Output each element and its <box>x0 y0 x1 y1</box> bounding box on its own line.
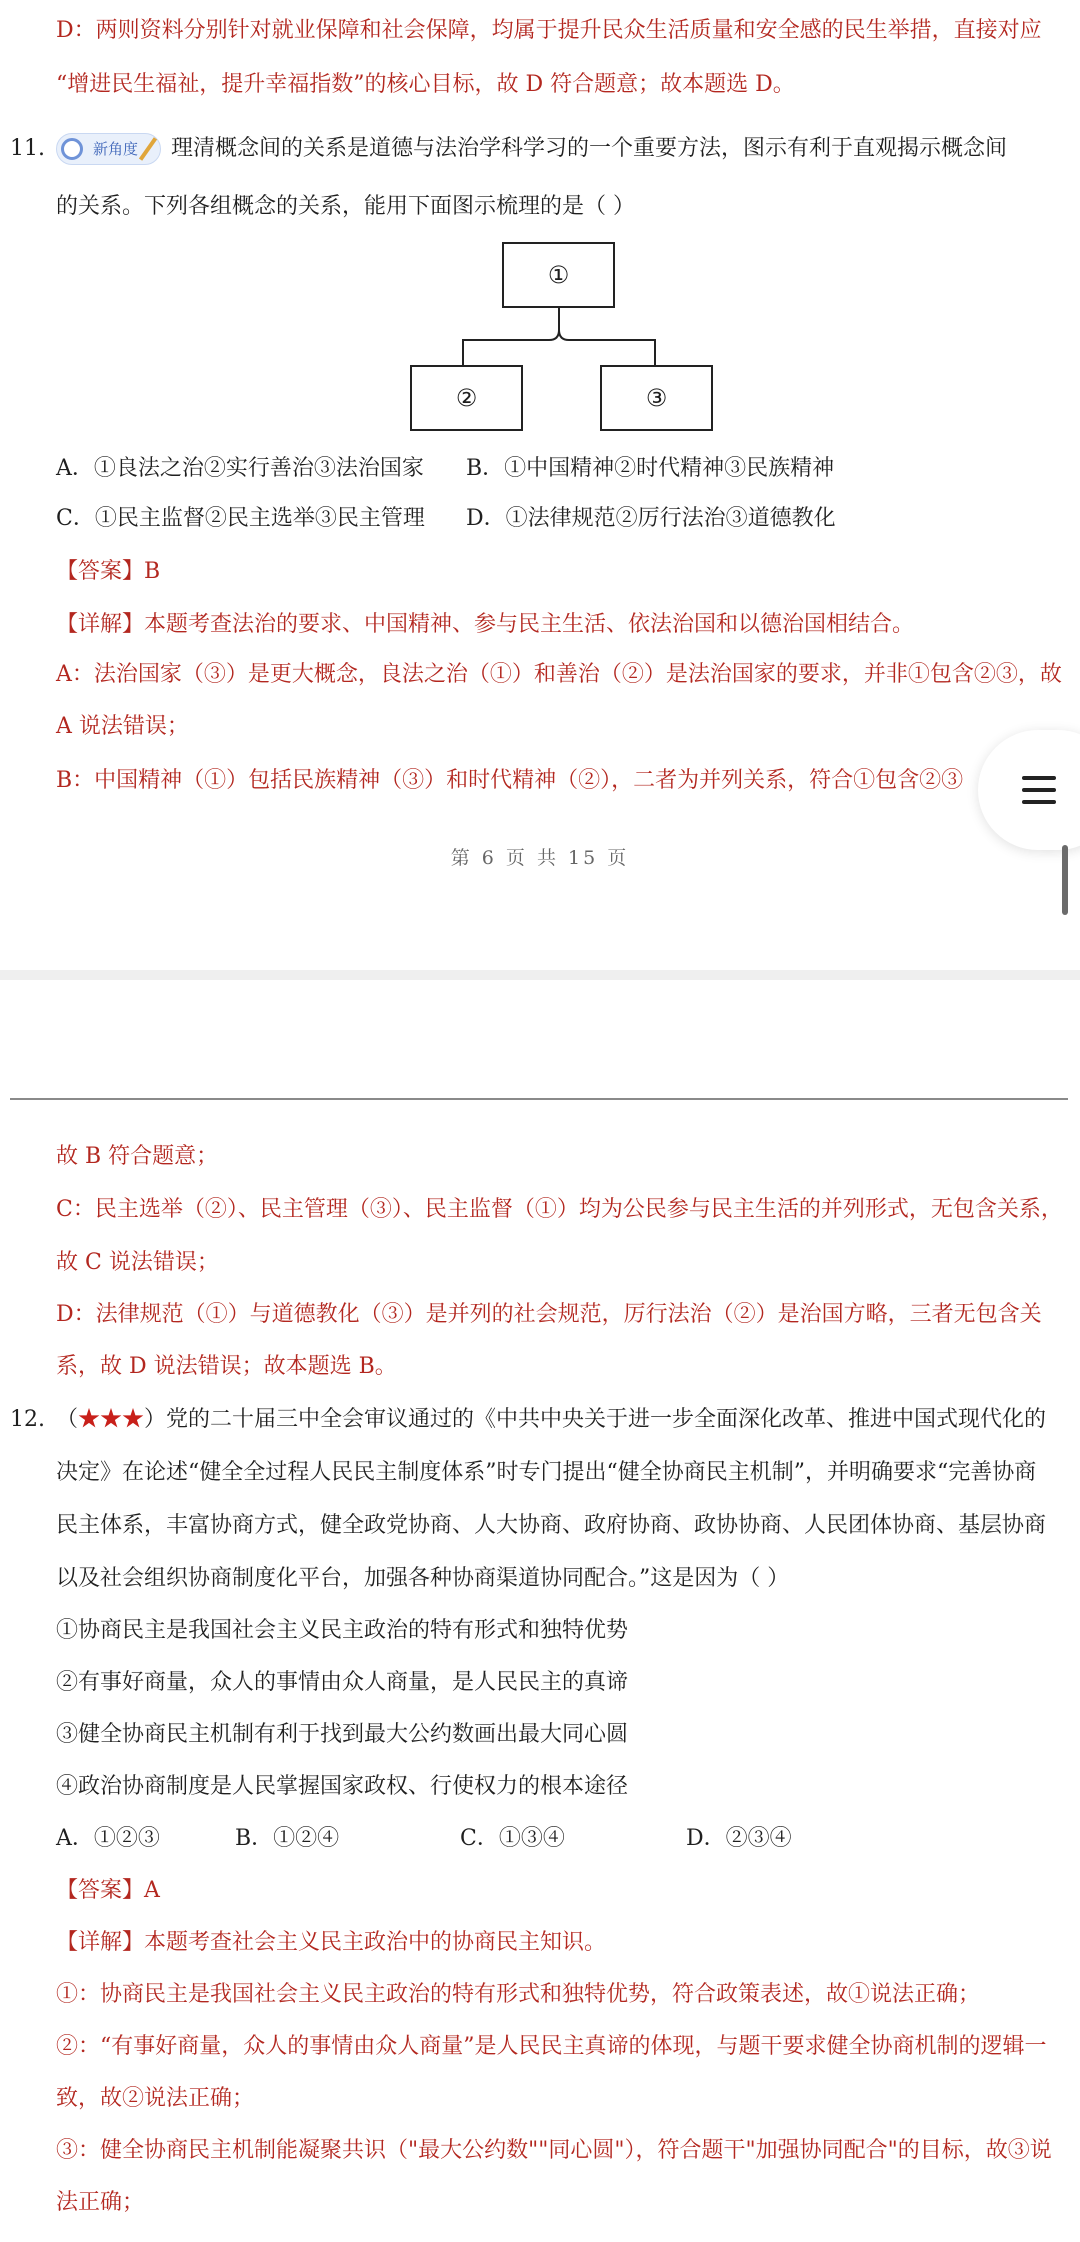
statement-3: ③健全协商民主机制有利于找到最大公约数画出最大同心圆 <box>56 1722 629 1747</box>
statement-2: ②有事好商量，众人的事情由众人商量，是人民民主的真谛 <box>56 1670 629 1695</box>
scrollbar[interactable] <box>1062 845 1068 915</box>
text-line: 的关系。下列各组概念的关系，能用下面图示梳理的是（ ） <box>56 194 635 219</box>
option-d: D．①法律规范②厉行法治③道德教化 <box>466 506 836 531</box>
text-line: 以及社会组织协商制度化平台，加强各种协商渠道协同配合。”这是因为（ ） <box>56 1566 790 1591</box>
badge-label: 新角度 <box>93 140 139 158</box>
question-number: 12. <box>10 1407 45 1432</box>
text-line: “增进民生福祉，提升幸福指数”的核心目标，故 D 符合题意；故本题选 D。 <box>56 72 795 97</box>
diagram-box-left: ② <box>410 365 523 431</box>
difficulty-stars: ★★★ <box>78 1407 145 1432</box>
page-footer: 第 6 页 共 15 页 <box>450 847 630 869</box>
question-number: 11. <box>10 136 45 161</box>
explain-1: ①：协商民主是我国社会主义民主政治的特有形式和独特优势，符合政策表述，故①说法正确； <box>56 1982 981 2007</box>
text-line: 民主体系，丰富协商方式，健全政党协商、人大协商、政府协商、政协协商、人民团体协商、基层协商 <box>56 1513 1047 1538</box>
connector-left <box>463 308 559 365</box>
statement-4: ④政治协商制度是人民掌握国家政权、行使权力的根本途径 <box>56 1774 629 1799</box>
explain-3-cont: 法正确； <box>56 2190 145 2215</box>
diagram-box-right: ③ <box>600 365 713 431</box>
option-a: A．①②③ <box>56 1826 160 1851</box>
answer-label: 【答案】A <box>56 1878 160 1903</box>
diagram-box-top: ① <box>502 242 615 308</box>
explain-b-cont: 故 B 符合题意； <box>56 1144 219 1169</box>
stem-text: 理清概念间的关系是道德与法治学科学习的一个重要方法，图示有利于直观揭示概念间 <box>171 136 1008 161</box>
explain-d: D：法律规范（①）与道德教化（③）是并列的社会规范，厉行法治（②）是治国方略，三者无包含关 <box>56 1302 1042 1327</box>
explain-c: C：民主选举（②）、民主管理（③）、民主监督（①）均为公民参与民主生活的并列形式，无包含关系， <box>56 1197 1063 1222</box>
statement-1: ①协商民主是我国社会主义民主政治的特有形式和独特优势 <box>56 1618 629 1643</box>
explain-c-cont: 故 C 说法错误； <box>56 1250 219 1275</box>
option-a: A．①良法之治②实行善治③法治国家 <box>56 456 424 481</box>
page-divider <box>10 1098 1068 1100</box>
hamburger-icon[interactable] <box>1022 776 1056 804</box>
detail-text: 【详解】本题考查法治的要求、中国精神、参与民主生活、依法治国和以德治国相结合。 <box>56 612 915 637</box>
option-b: B．①中国精神②时代精神③民族精神 <box>466 456 835 481</box>
explain-a: A：法治国家（③）是更大概念，良法之治（①）和善治（②）是法治国家的要求，并非①包含②③，故 <box>56 662 1062 687</box>
option-c: C．①民主监督②民主选举③民主管理 <box>56 506 425 531</box>
connector-right <box>559 308 655 365</box>
text-line: D：两则资料分别针对就业保障和社会保障，均属于提升民众生活质量和安全感的民生举措，直接对应 <box>56 18 1042 43</box>
option-b: B．①②④ <box>235 1826 340 1851</box>
explain-2: ②：“有事好商量，众人的事情由众人商量”是人民民主真谛的体现，与题干要求健全协商机制的逻辑一 <box>56 2034 1047 2059</box>
explain-b: B：中国精神（①）包括民族精神（③）和时代精神（②），二者为并列关系，符合①包含②③ <box>56 768 964 793</box>
explain-d-cont: 系，故 D 说法错误；故本题选 B。 <box>56 1354 397 1379</box>
stem-text: ）党的二十届三中全会审议通过的《中共中央关于进一步全面深化改革、推进中国式现代化的 <box>144 1407 1047 1432</box>
explain-2-cont: 致，故②说法正确； <box>56 2086 255 2111</box>
concept-diagram <box>0 0 1080 440</box>
text-line: 决定》在论述“健全全过程人民民主制度体系”时专门提出“健全协商民主机制”，并明确要求“完善协商 <box>56 1460 1037 1485</box>
question-stem <box>56 1403 1046 1437</box>
explain-a-cont: A 说法错误； <box>56 714 189 739</box>
paren-open: （ <box>56 1407 79 1432</box>
explain-3: ③：健全协商民主机制能凝聚共识（"最大公约数""同心圆"），符合题干"加强协同配合"的目标，故③说 <box>56 2138 1052 2163</box>
page-gap <box>0 970 1080 980</box>
option-c: C．①③④ <box>460 1826 565 1851</box>
option-d: D．②③④ <box>686 1826 792 1851</box>
detail-text: 【详解】本题考查社会主义民主政治中的协商民主知识。 <box>56 1930 607 1955</box>
answer-label: 【答案】B <box>56 559 161 584</box>
